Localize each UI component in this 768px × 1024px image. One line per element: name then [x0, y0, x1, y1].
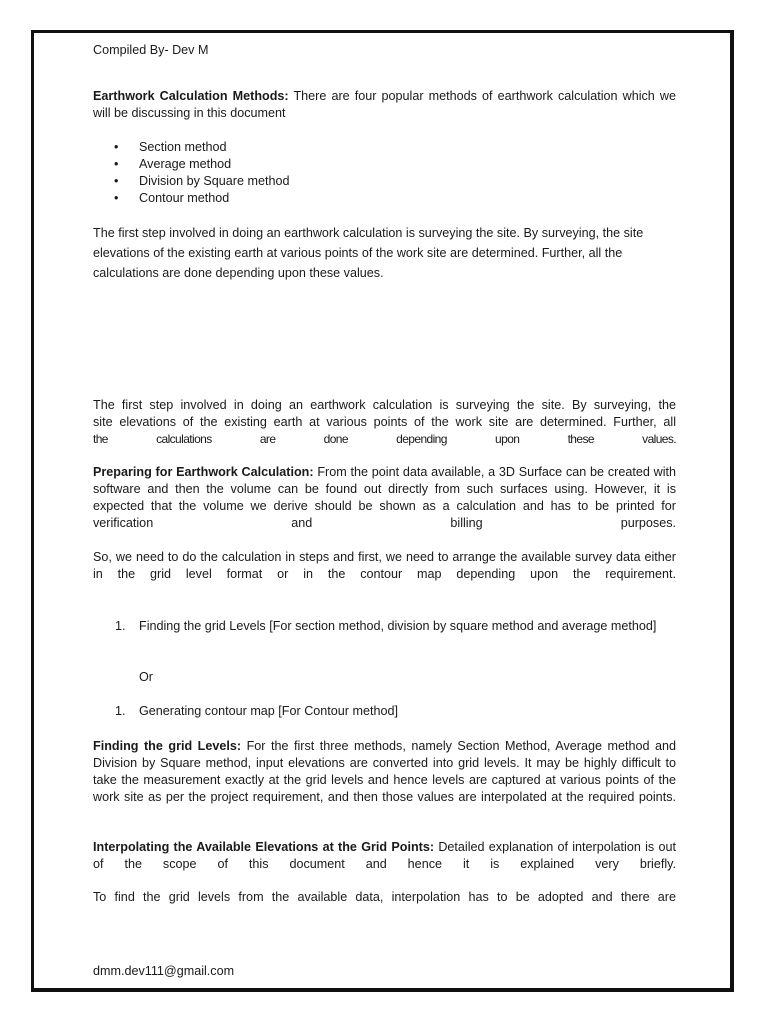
- first-step-text: The first step involved in doing an earthwork calculation is surveying the site. By surveying, the site elevations of the existing earth at various points of the work site are determined. Further, all the calculations are done depending upon these values.: [93, 226, 644, 280]
- compiled-by-text: Compiled By- Dev M: [93, 43, 209, 57]
- preparing-heading: Preparing for Earthwork Calculation:: [93, 465, 314, 479]
- steps-list-2: [93, 703, 676, 720]
- email-text: dmm.dev111@gmail.com: [93, 964, 235, 978]
- preparing-paragraph: [93, 464, 676, 532]
- last-text: To find the grid levels from the available data, interpolation has to be adopted and there are: [93, 890, 676, 904]
- list-item: [93, 139, 676, 156]
- list-item-text: Average method: [139, 157, 232, 171]
- intro-heading: Earthwork Calculation Methods:: [93, 89, 289, 103]
- list-number: 1.: [115, 704, 126, 718]
- repeat-line-2: site elevations of the existing earth at various points of the work site are determined. Further, all: [93, 415, 676, 429]
- grid-levels-heading: Finding the grid Levels:: [93, 739, 242, 753]
- list-item-text: Division by Square method: [139, 174, 290, 188]
- preparing-text: From the point data available, a 3D Surface can be created with software and then the volume can be found out directly from such surfaces using. However, it is expected that the volume we derive should be shown as a calculation and has to be printed for verification and billing purposes.: [93, 465, 676, 530]
- list-item-text: Contour method: [139, 191, 230, 205]
- list-item-text: Finding the grid Levels [For section method, division by square method and average method]: [139, 619, 657, 633]
- list-item: [93, 703, 676, 720]
- interpolating-text: Detailed explanation of interpolation is out of the scope of this document and hence it is explained very briefly.: [93, 840, 677, 871]
- or-line: [93, 669, 676, 686]
- bullet-icon: •: [114, 157, 119, 171]
- bullet-icon: •: [114, 191, 119, 205]
- first-step-paragraph: [93, 223, 676, 283]
- methods-list: [93, 139, 676, 207]
- list-number: 1.: [115, 619, 126, 633]
- repeat-line-1: The first step involved in doing an earthwork calculation is surveying the site. By surveying, the: [93, 398, 676, 412]
- interpolating-heading: Interpolating the Available Elevations at the Grid Points:: [93, 840, 435, 854]
- interpolating-paragraph: [93, 839, 676, 873]
- list-item: [93, 156, 676, 173]
- list-item: [93, 190, 676, 207]
- steps-list: [93, 618, 676, 635]
- intro-paragraph: [93, 88, 676, 122]
- so-text: So, we need to do the calculation in steps and first, we need to arrange the available survey data either in the grid level format or in the contour map depending upon the requirement.: [93, 550, 676, 581]
- grid-levels-text: For the first three methods, namely Section Method, Average method and Division by Square method, input elevations are converted into grid levels. It may be highly difficult to take the measurement exactly at the grid levels and hence levels are captured at various points of the work site as per the project requirement, and then those values are interpolated at the required points.: [93, 739, 676, 804]
- so-paragraph: [93, 549, 676, 583]
- repeat-line-3: the calculations are done depending upon these values.: [93, 432, 676, 446]
- first-step-paragraph-repeat: [93, 397, 676, 448]
- list-item-text: Section method: [139, 140, 227, 154]
- list-item-text: Generating contour map [For Contour method]: [139, 704, 399, 718]
- list-item: [93, 618, 676, 635]
- footer-email: [93, 963, 676, 980]
- intro-text: There are four popular methods of earthwork calculation which we will be discussing in this document: [93, 89, 676, 120]
- list-item: [93, 173, 676, 190]
- header-compiled-by: [93, 42, 676, 59]
- grid-levels-paragraph: [93, 738, 676, 806]
- bullet-icon: •: [114, 174, 119, 188]
- bullet-icon: •: [114, 140, 119, 154]
- or-text: Or: [139, 670, 153, 684]
- last-paragraph: [93, 889, 676, 906]
